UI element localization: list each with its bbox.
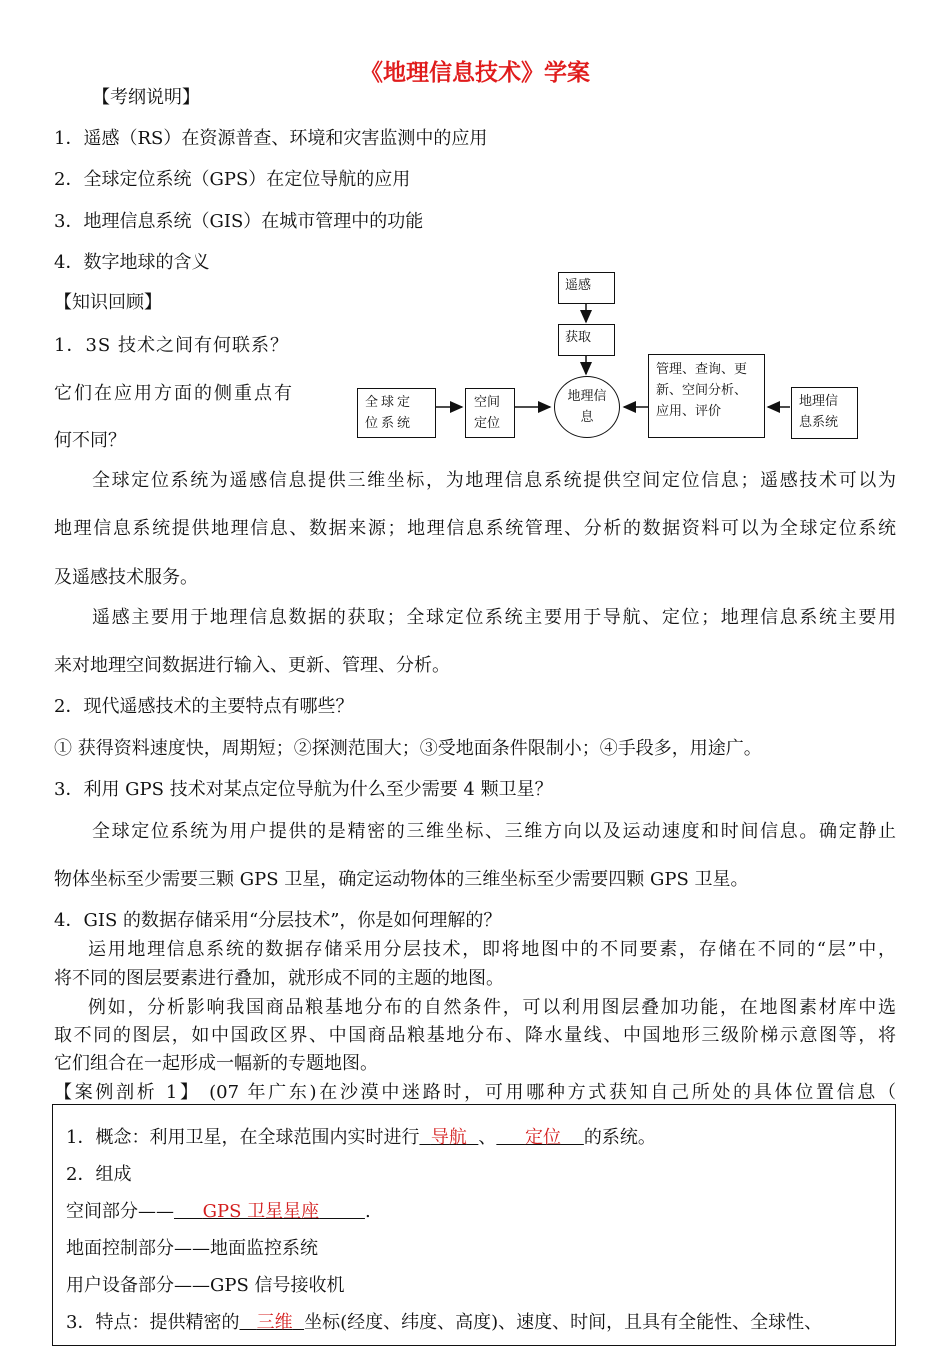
q1-line-2: 它们在应用方面的侧重点有 xyxy=(54,383,294,404)
case-feature-blank: 三维 xyxy=(256,1312,293,1333)
case-concept-separator: 、 xyxy=(478,1127,497,1148)
q1-answer-1-line-3: 及遥感技术服务。 xyxy=(54,567,198,588)
syllabus-item-1: 1．遥感（RS）在资源普查、环境和灾害监测中的应用 xyxy=(54,128,488,149)
case-composition-heading: 2．组成 xyxy=(66,1164,132,1185)
q3-question: 3．利用 GPS 技术对某点定位导航为什么至少需要 4 颗卫星？ xyxy=(54,779,553,800)
q4-paragraph-2-line-2: 取不同的图层，如中国政区界、中国商品粮基地分布、降水量线、中国地形三级阶梯示意图等，将 xyxy=(54,1025,896,1046)
case-concept-line xyxy=(66,1127,656,1149)
case-feature-blank-pad-right xyxy=(293,1312,304,1333)
case-concept-prefix: 1．概念：利用卫星，在全球范围内实时进行 xyxy=(66,1127,420,1148)
q1-line-3: 何不同？ xyxy=(54,430,126,451)
node-rs: 遥感 xyxy=(558,272,615,304)
q4-question: 4．GIS 的数据存储采用“分层技术”，你是如何理解的？ xyxy=(54,910,502,931)
node-gps: 全球定位系统 xyxy=(357,388,436,438)
q1-answer-1-line-2: 地理信息系统提供地理信息、数据来源；地理信息系统管理、分析的数据资料可以为全球定位系统 xyxy=(54,518,896,539)
q4-paragraph-1-line-2: 将不同的图层要素进行叠加，就形成不同的主题的地图。 xyxy=(54,968,504,989)
q4-paragraph-2-line-3: 它们组合在一起形成一幅新的专题地图。 xyxy=(54,1053,378,1074)
q3-answer-line-1: 全球定位系统为用户提供的是精密的三维坐标、三维方向以及运动速度和时间信息。确定静止 xyxy=(92,821,896,842)
case-space-blank-pad-left xyxy=(174,1201,203,1222)
q1-line-1: 1．3S 技术之间有何联系？ xyxy=(54,335,289,356)
syllabus-item-3: 3．地理信息系统（GIS）在城市管理中的功能 xyxy=(54,211,424,232)
q2-answer: ① 获得资料速度快，周期短；②探测范围大；③受地面条件限制小；④手段多，用途广。 xyxy=(54,738,762,759)
page-title: 《地理信息技术》学案 xyxy=(360,60,590,86)
case-concept-blank-1-pad-right xyxy=(467,1127,478,1148)
case-concept-blank-1: 导航 xyxy=(430,1127,467,1148)
q1-answer-2-line-1: 遥感主要用于地理信息数据的获取；全球定位系统主要用于导航、定位；地理信息系统主要用 xyxy=(92,607,896,628)
q1-answer-2-line-2: 来对地理空间数据进行输入、更新、管理、分析。 xyxy=(54,655,450,676)
q3-answer-line-2: 物体坐标至少需要三颗 GPS 卫星，确定运动物体的三维坐标至少需要四颗 GPS 卫星。 xyxy=(54,869,749,890)
case-feature-suffix: 坐标(经度、纬度、高度)、速度、时间，且具有全能性、全球性、 xyxy=(304,1312,823,1333)
case-ground-segment: 地面控制部分——地面监控系统 xyxy=(66,1238,318,1259)
case-concept-blank-2-pad-right xyxy=(561,1127,584,1148)
case-header: 【案例剖析 1】 (07 年广东)在沙漠中迷路时，可用哪种方式获知自己所处的具体位置信息（ xyxy=(54,1082,896,1103)
q4-paragraph-2-line-1: 例如，分析影响我国商品粮基地分布的自然条件，可以利用图层叠加功能，在地图素材库中选 xyxy=(88,997,896,1018)
section-syllabus-heading: 【考纲说明】 xyxy=(92,87,200,108)
node-spatial: 空间定位 xyxy=(465,388,515,438)
node-gis: 地理信息系统 xyxy=(791,387,858,439)
node-manage: 管理、查询、更新、空间分析、应用、评价 xyxy=(648,354,765,438)
node-acquire: 获取 xyxy=(558,324,615,356)
case-space-segment-line xyxy=(66,1201,371,1223)
case-space-prefix: 空间部分—— xyxy=(66,1201,174,1222)
case-space-blank-pad-right xyxy=(319,1201,365,1222)
case-feature-prefix: 3．特点：提供精密的 xyxy=(66,1312,240,1333)
section-review-heading: 【知识回顾】 xyxy=(54,292,162,313)
case-concept-blank-2-pad-left xyxy=(496,1127,525,1148)
q4-paragraph-1-line-1: 运用地理信息系统的数据存储采用分层技术，即将地图中的不同要素，存储在不同的“层”中， xyxy=(88,939,896,960)
case-space-blank: GPS 卫星星座 xyxy=(202,1201,320,1222)
case-feature-line xyxy=(66,1312,822,1334)
case-concept-blank-2: 定位 xyxy=(524,1127,561,1148)
case-concept-blank-1-pad-left xyxy=(419,1127,430,1148)
node-geo-info: 地理信息 xyxy=(554,376,620,438)
q1-answer-1-line-1: 全球定位系统为遥感信息提供三维坐标，为地理信息系统提供空间定位信息；遥感技术可以为 xyxy=(92,470,896,491)
case-concept-suffix: 的系统。 xyxy=(583,1127,656,1148)
syllabus-item-2: 2．全球定位系统（GPS）在定位导航的应用 xyxy=(54,169,411,190)
case-user-segment: 用户设备部分——GPS 信号接收机 xyxy=(66,1275,345,1296)
q2-question: 2．现代遥感技术的主要特点有哪些？ xyxy=(54,696,354,717)
case-feature-blank-pad-left xyxy=(239,1312,256,1333)
case-space-suffix: . xyxy=(364,1201,371,1222)
syllabus-item-4: 4．数字地球的含义 xyxy=(54,252,210,273)
